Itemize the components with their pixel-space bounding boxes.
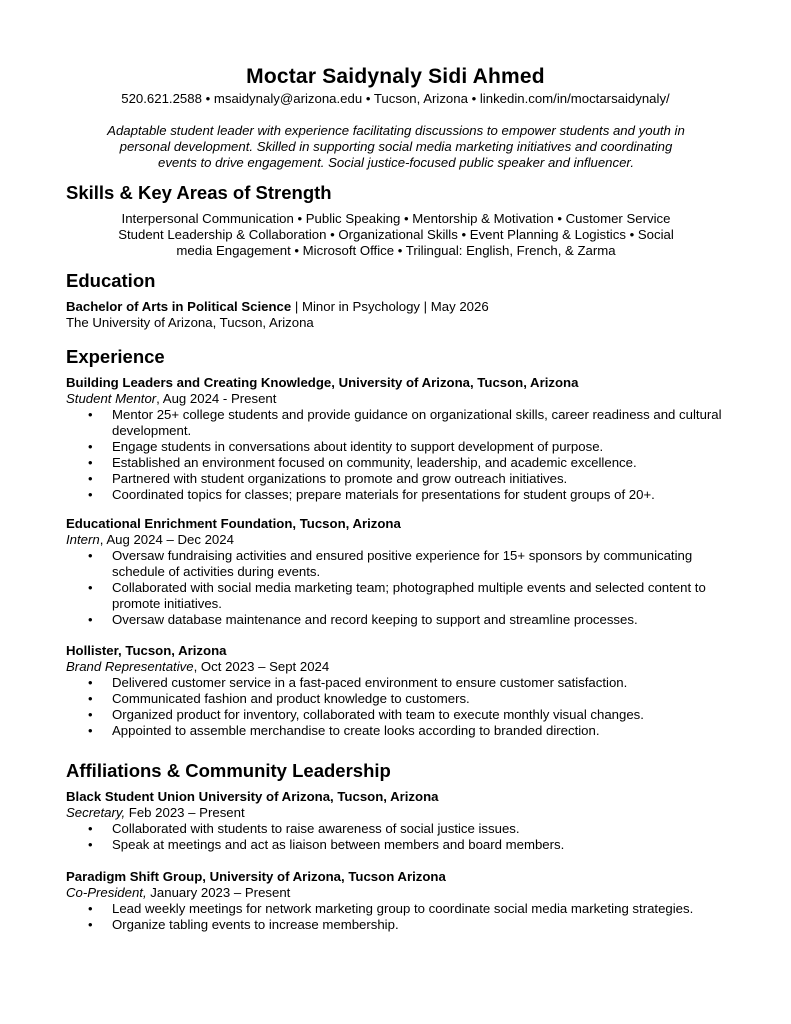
bullet-item: • Oversaw database maintenance and record keeping to support and streamline processes.	[88, 612, 638, 627]
organization: Black Student Union University of Arizona, Tucson, Arizona	[66, 789, 439, 804]
role-line	[66, 659, 736, 675]
section-title-skills: Skills & Key Areas of Strength	[66, 182, 332, 203]
contact-line: 520.621.2588 • msaidynaly@arizona.edu • Tucson, Arizona • linkedin.com/in/moctarsaidynaly/	[121, 91, 670, 106]
bullet-item: • Appointed to assemble merchandise to create looks according to branded direction.	[88, 723, 600, 738]
bullet-item: • Organized product for inventory, collaborated with team to execute monthly visual changes.	[88, 707, 644, 722]
bullet-item: • Partnered with student organizations to promote and grow outreach initiatives.	[88, 471, 568, 486]
section-title-experience: Experience	[66, 346, 165, 367]
summary	[66, 123, 726, 171]
bullet-icon: •	[88, 707, 93, 722]
bullet-item: • Delivered customer service in a fast-paced environment to ensure customer satisfaction.	[88, 675, 628, 690]
bullet-icon: •	[88, 675, 93, 690]
bullet-icon: •	[88, 723, 93, 738]
bullet-item: • Coordinated topics for classes; prepare materials for presentations for student groups of 20+.	[88, 487, 655, 502]
bullet-item: • Collaborated with social media marketing team; photographed multiple events and selected content to promote initiatives.	[88, 580, 706, 611]
bullet-list	[66, 675, 736, 739]
role-dates: January 2023 – Present	[146, 885, 291, 900]
bullet-icon: •	[88, 917, 93, 932]
role-dates: , Oct 2023 – Sept 2024	[193, 659, 330, 674]
bullet-list	[66, 407, 736, 503]
role-dates: Feb 2023 – Present	[125, 805, 245, 820]
bullet-list	[66, 901, 736, 933]
bullet-icon: •	[88, 471, 93, 486]
section-title-affiliations: Affiliations & Community Leadership	[66, 760, 391, 781]
bullet-icon: •	[88, 439, 93, 454]
bullet-icon: •	[88, 487, 93, 502]
affiliation-entry	[66, 789, 736, 853]
candidate-name: Moctar Saidynaly Sidi Ahmed	[246, 65, 545, 88]
bullet-list	[66, 548, 736, 628]
experience-entry	[66, 643, 736, 739]
role-title: Intern	[66, 532, 100, 547]
section-title-education: Education	[66, 270, 156, 291]
bullet-item: • Oversaw fundraising activities and ensured positive experience for 15+ sponsors by communicating schedule of activities during events.	[88, 548, 693, 579]
bullet-icon: •	[88, 691, 93, 706]
bullet-item: • Organize tabling events to increase membership.	[88, 917, 399, 932]
bullet-icon: •	[88, 837, 93, 852]
role-line	[66, 885, 736, 901]
role-title: Co-President,	[66, 885, 147, 900]
skills-line: media Engagement • Microsoft Office • Trilingual: English, French, & Zarma	[176, 243, 616, 258]
bullet-icon: •	[88, 612, 93, 627]
organization: Paradigm Shift Group, University of Arizona, Tucson Arizona	[66, 869, 446, 884]
bullet-item: • Speak at meetings and act as liaison between members and board members.	[88, 837, 565, 852]
skills-list	[66, 211, 726, 259]
bullet-item: • Established an environment focused on community, leadership, and academic excellence.	[88, 455, 637, 470]
degree: Bachelor of Arts in Political Science	[66, 299, 292, 314]
bullet-list	[66, 821, 736, 853]
affiliation-entry	[66, 869, 736, 933]
bullet-icon: •	[88, 901, 93, 916]
skills-line: Student Leadership & Collaboration • Organizational Skills • Event Planning & Logistics • Social	[118, 227, 674, 242]
role-line	[66, 532, 736, 548]
summary-line: events to drive engagement. Social justice-focused public speaker and influencer.	[157, 155, 634, 170]
role-line	[66, 391, 736, 407]
role-title: Student Mentor	[66, 391, 157, 406]
bullet-item: • Mentor 25+ college students and provide guidance on organizational skills, career readiness and cultural development.	[88, 407, 722, 438]
role-dates: , Aug 2024 – Dec 2024	[99, 532, 234, 547]
bullet-item: • Collaborated with students to raise awareness of social justice issues.	[88, 821, 520, 836]
bullet-item: • Communicated fashion and product knowledge to customers.	[88, 691, 470, 706]
summary-line: Adaptable student leader with experience facilitating discussions to empower students and youth in	[107, 123, 685, 138]
summary-line: personal development. Skilled in supporting social media marketing initiatives and coordinating	[119, 139, 673, 154]
role-line	[66, 805, 736, 821]
bullet-item: • Engage students in conversations about identity to support development of purpose.	[88, 439, 604, 454]
bullet-icon: •	[88, 821, 93, 836]
organization: Building Leaders and Creating Knowledge, University of Arizona, Tucson, Arizona	[66, 375, 579, 390]
school: The University of Arizona, Tucson, Arizona	[66, 315, 314, 330]
degree-details: | Minor in Psychology | May 2026	[291, 299, 489, 314]
bullet-icon: •	[88, 548, 93, 563]
education-entry	[66, 299, 736, 331]
bullet-icon: •	[88, 407, 93, 422]
organization: Hollister, Tucson, Arizona	[66, 643, 227, 658]
degree-line	[66, 299, 736, 315]
experience-entry	[66, 375, 736, 503]
experience-entry	[66, 516, 736, 628]
organization: Educational Enrichment Foundation, Tucson, Arizona	[66, 516, 401, 531]
role-title: Secretary,	[66, 805, 126, 820]
bullet-item: • Lead weekly meetings for network marketing group to coordinate social media marketing strategies.	[88, 901, 694, 916]
bullet-icon: •	[88, 580, 93, 595]
skills-line: Interpersonal Communication • Public Speaking • Mentorship & Motivation • Customer Service	[121, 211, 671, 226]
role-title: Brand Representative	[66, 659, 194, 674]
role-dates: , Aug 2024 - Present	[156, 391, 277, 406]
bullet-icon: •	[88, 455, 93, 470]
